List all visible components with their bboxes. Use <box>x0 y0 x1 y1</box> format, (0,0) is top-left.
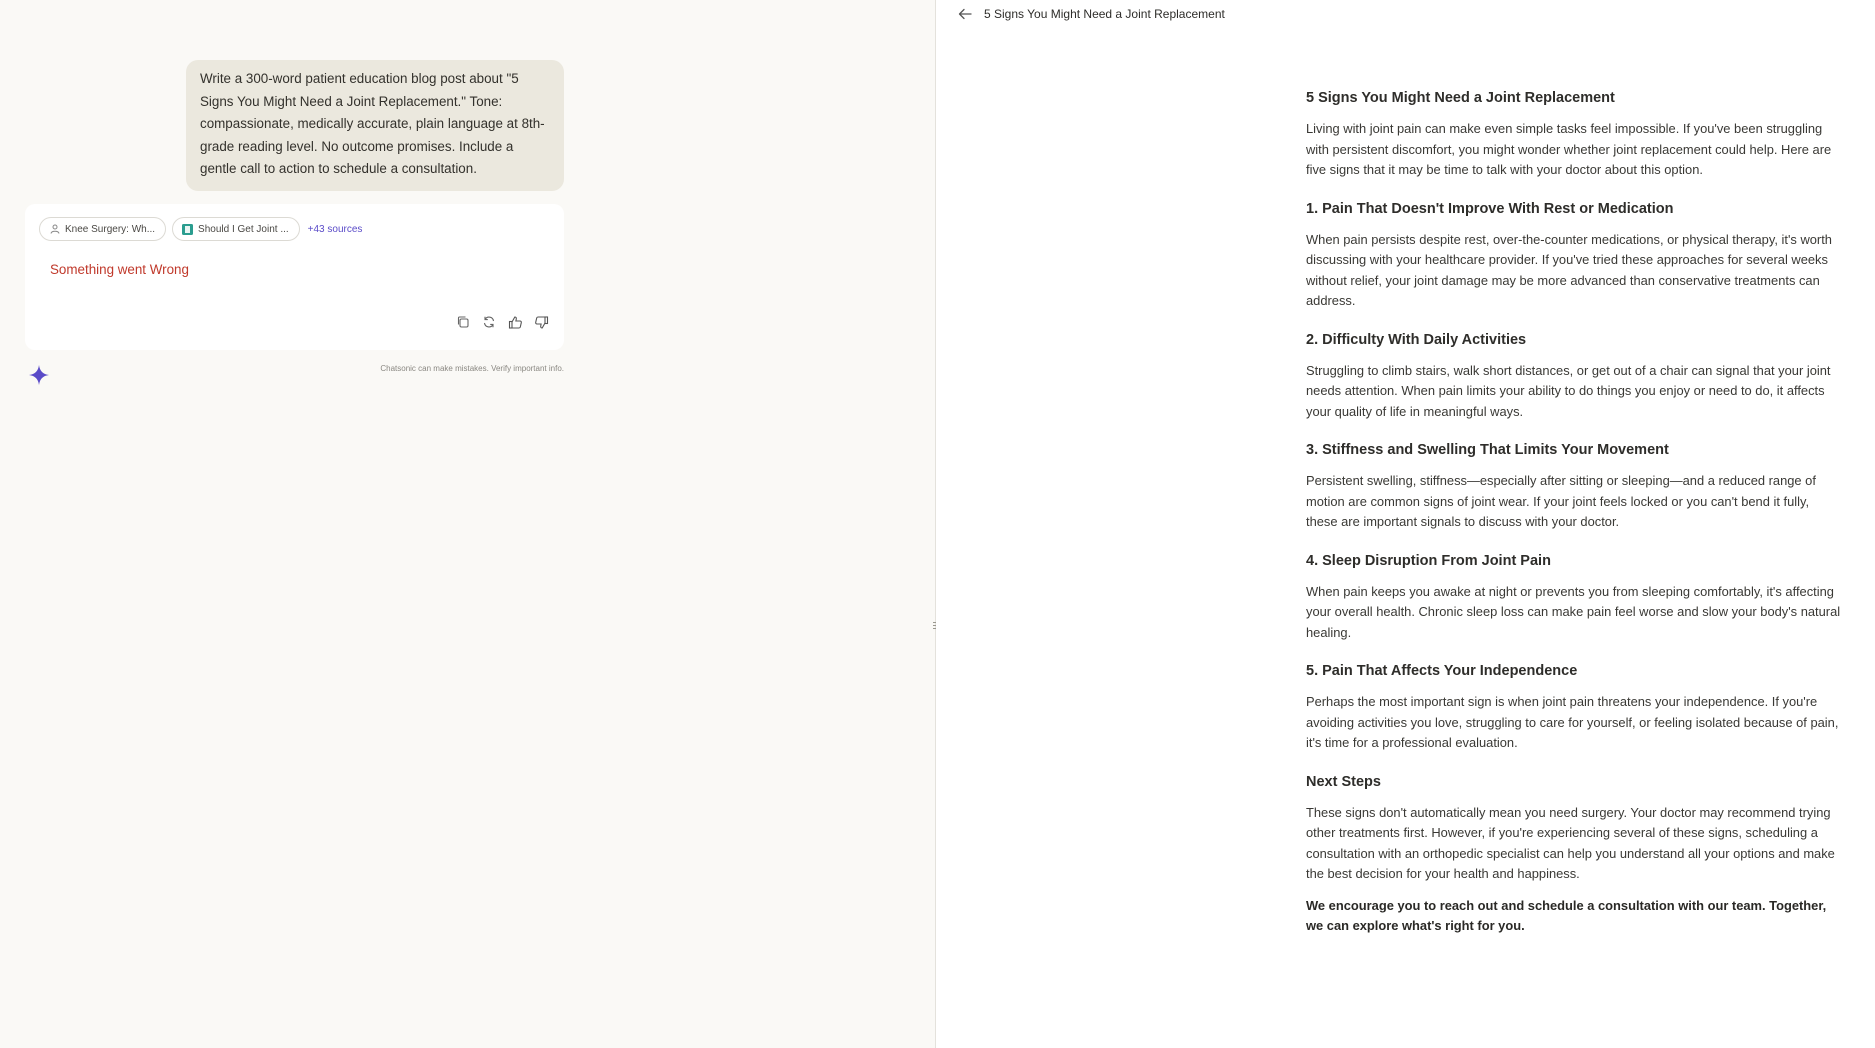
call-to-action: We encourage you to reach out and schedule a consultation with our team. Together, we can explore what's right for you. <box>1306 897 1827 933</box>
answer-actions <box>452 311 552 333</box>
back-button[interactable] <box>956 6 974 22</box>
thumbs-up-button[interactable] <box>504 311 526 333</box>
section-heading: 4. Sleep Disruption From Joint Pain <box>1306 552 1551 569</box>
regenerate-button[interactable] <box>478 311 500 333</box>
user-message-bubble: Write a 300-word patient education blog post about "5 Signs You Might Need a Joint Replacement." Tone: compassionate, medically accurate, plain language at 8th-grade reading level. No outcome promises. Include a gentle call to action to schedule a consultation. <box>186 60 564 191</box>
section-heading: 1. Pain That Doesn't Improve With Rest or Medication <box>1306 200 1674 217</box>
sources-row <box>39 217 362 241</box>
section-body: Persistent swelling, stiffness—especially after sitting or sleeping—and a reduced range of motion are common signs of joint wear. If your joint feels locked or you can't bend it fully, these are important signals to discuss with your doctor. <box>1306 473 1816 529</box>
arrow-left-icon <box>958 8 972 20</box>
section-body: Perhaps the most important sign is when joint pain threatens your independence. If you're avoiding activities you love, struggling to care for yourself, or feeling isolated because of pain, it's time for a professional evaluation. <box>1306 694 1839 750</box>
document-panel <box>936 0 1875 1048</box>
assistant-answer-card <box>25 204 564 350</box>
source-chip-label: Knee Surgery: Wh... <box>65 223 156 235</box>
thumbs-down-icon <box>534 315 549 330</box>
site-favicon-icon <box>182 224 193 235</box>
regenerate-icon <box>482 315 496 329</box>
section-heading: 5. Pain That Affects Your Independence <box>1306 663 1578 679</box>
more-sources-link[interactable]: +43 sources <box>307 223 363 235</box>
source-chip-1[interactable] <box>39 217 166 241</box>
section-body: Struggling to climb stairs, walk short distances, or get out of a chair can signal that your joint needs attention. When pain limits your ability to do things you enjoy or need to do, it affects your quality of life in meaningful ways. <box>1306 362 1831 419</box>
section-body: These signs don't automatically mean you need surgery. Your doctor may recommend trying other treatments first. However, if you're experiencing several of these signs, scheduling a consultation with an orthopedic specialist can help you understand all your options and make the best decision for your health and happiness. <box>1306 804 1835 881</box>
document-article <box>1306 90 1844 937</box>
sparkle-icon <box>28 364 50 386</box>
error-message: Something went Wrong <box>50 262 189 277</box>
document-header <box>956 6 1225 22</box>
section-heading: 3. Stiffness and Swelling That Limits Your Movement <box>1306 442 1669 458</box>
person-icon <box>49 224 60 235</box>
section-heading: Next Steps <box>1306 773 1381 790</box>
document-header-title: 5 Signs You Might Need a Joint Replacement <box>984 7 1225 21</box>
section-heading: 2. Difficulty With Daily Activities <box>1306 331 1527 348</box>
article-title: 5 Signs You Might Need a Joint Replacement <box>1306 90 1615 106</box>
disclaimer-text: Chatsonic can make mistakes. Verify important info. <box>380 364 564 373</box>
article-intro: Living with joint pain can make even simple tasks feel impossible. If you've been struggling with persistent discomfort, you might wonder whether joint replacement could help. Here are five signs that it may be time to talk with your doctor about this option. <box>1306 121 1832 177</box>
thumbs-up-icon <box>508 315 523 330</box>
section-body: When pain keeps you awake at night or prevents you from sleeping comfortably, it's affecting your overall health. Chronic sleep loss can make pain feel worse and slow your body's natural healing. <box>1306 583 1841 640</box>
source-chip-label: Should I Get Joint ... <box>198 223 289 235</box>
source-chip-2[interactable] <box>172 217 300 241</box>
copy-icon <box>456 315 470 329</box>
thumbs-down-button[interactable] <box>530 311 552 333</box>
chat-panel <box>0 0 936 1048</box>
section-body: When pain persists despite rest, over-the-counter medications, or physical therapy, it's worth discussing with your healthcare provider. If you've tried these approaches for several weeks without relief, your joint damage may be more advanced than conservative treatments can address. <box>1306 231 1832 308</box>
copy-button[interactable] <box>452 311 474 333</box>
